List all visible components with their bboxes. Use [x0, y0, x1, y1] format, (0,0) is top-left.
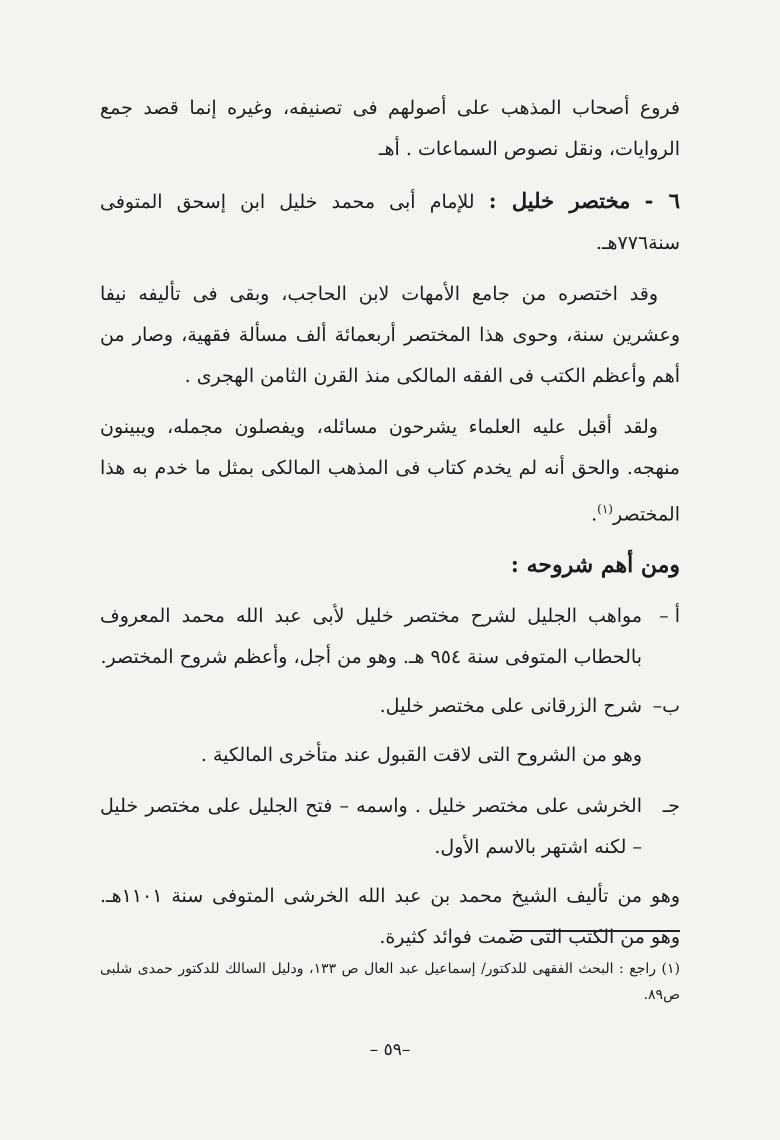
entry-heading: [100, 180, 680, 264]
list-item-a: [100, 596, 680, 678]
item-letter: جـ: [662, 795, 680, 818]
footnote-divider: [510, 930, 680, 932]
paragraph-1: فروع أصحاب المذهب على أصولهم فى تصنيفه، وغيره إنما قصد جمع الروايات، ونقل نصوص السماعات . أهـ: [100, 97, 680, 160]
page-number: –٥٩ –: [369, 1040, 411, 1060]
paragraph-3: [100, 407, 680, 535]
footnote-reference[interactable]: (١): [597, 502, 613, 516]
paragraph-3-end: .: [591, 503, 598, 526]
section-heading: ومن أهم شروحه :: [510, 552, 680, 579]
list-item-c: [100, 786, 680, 868]
entry-description: للإمام أبى محمد خليل ابن إسحق المتوفى سنة٧٧٦هـ.: [100, 191, 680, 254]
list-item-b: [100, 686, 680, 727]
paragraph-3-text: ولقد أقبل عليه العلماء يشرحون مسائله، ويفصلون مجمله، ويبينون منهجه. والحق أنه لم يخدم كتاب فى المذهب المالكى بمثل ما خدم به هذا المختصر: [100, 416, 680, 526]
item-text: الخرشى على مختصر خليل . واسمه – فتح الجليل على مختصر خليل – لكنه اشتهر بالاسم الأول.: [100, 795, 642, 859]
paragraph-2: وقد اختصره من جامع الأمهات لابن الحاجب، وبقى فى تأليفه نيفا وعشرين سنة، وحوى هذا المختصر أربعمائة ألف مسألة فقهية، وصار من أهم وأعظم الكتب فى الفقه المالكى منذ القرن الثامن الهجرى .: [100, 283, 680, 387]
item-c-note: وهو من تأليف الشيخ محمد بن عبد الله الخرشى المتوفى سنة ١١٠١هـ. وهو من الكتب التى ضمت فوائد كثيرة.: [100, 885, 680, 949]
entry-number: ٦ -: [644, 188, 680, 213]
item-text: شرح الزرقانى على مختصر خليل.: [379, 695, 642, 718]
item-letter: أ –: [659, 605, 680, 628]
footnote: (١) راجع : البحث الفقهى للدكتور/ إسماعيل عبد العال ص ١٣٣، ودليل السالك للدكتور حمدى شلبى ص٨٩.: [100, 961, 681, 1003]
item-b-note: وهو من الشروح التى لاقت القبول عند متأخرى المالكية .: [200, 744, 642, 767]
entry-title: مختصر خليل :: [488, 188, 631, 213]
item-letter: ب–: [652, 695, 680, 718]
item-text: مواهب الجليل لشرح مختصر خليل لأبى عبد الله محمد المعروف بالحطاب المتوفى سنة ٩٥٤ هـ. وهو من أجل، وأعظم شروح المختصر.: [100, 605, 642, 669]
page-body: [100, 88, 680, 968]
